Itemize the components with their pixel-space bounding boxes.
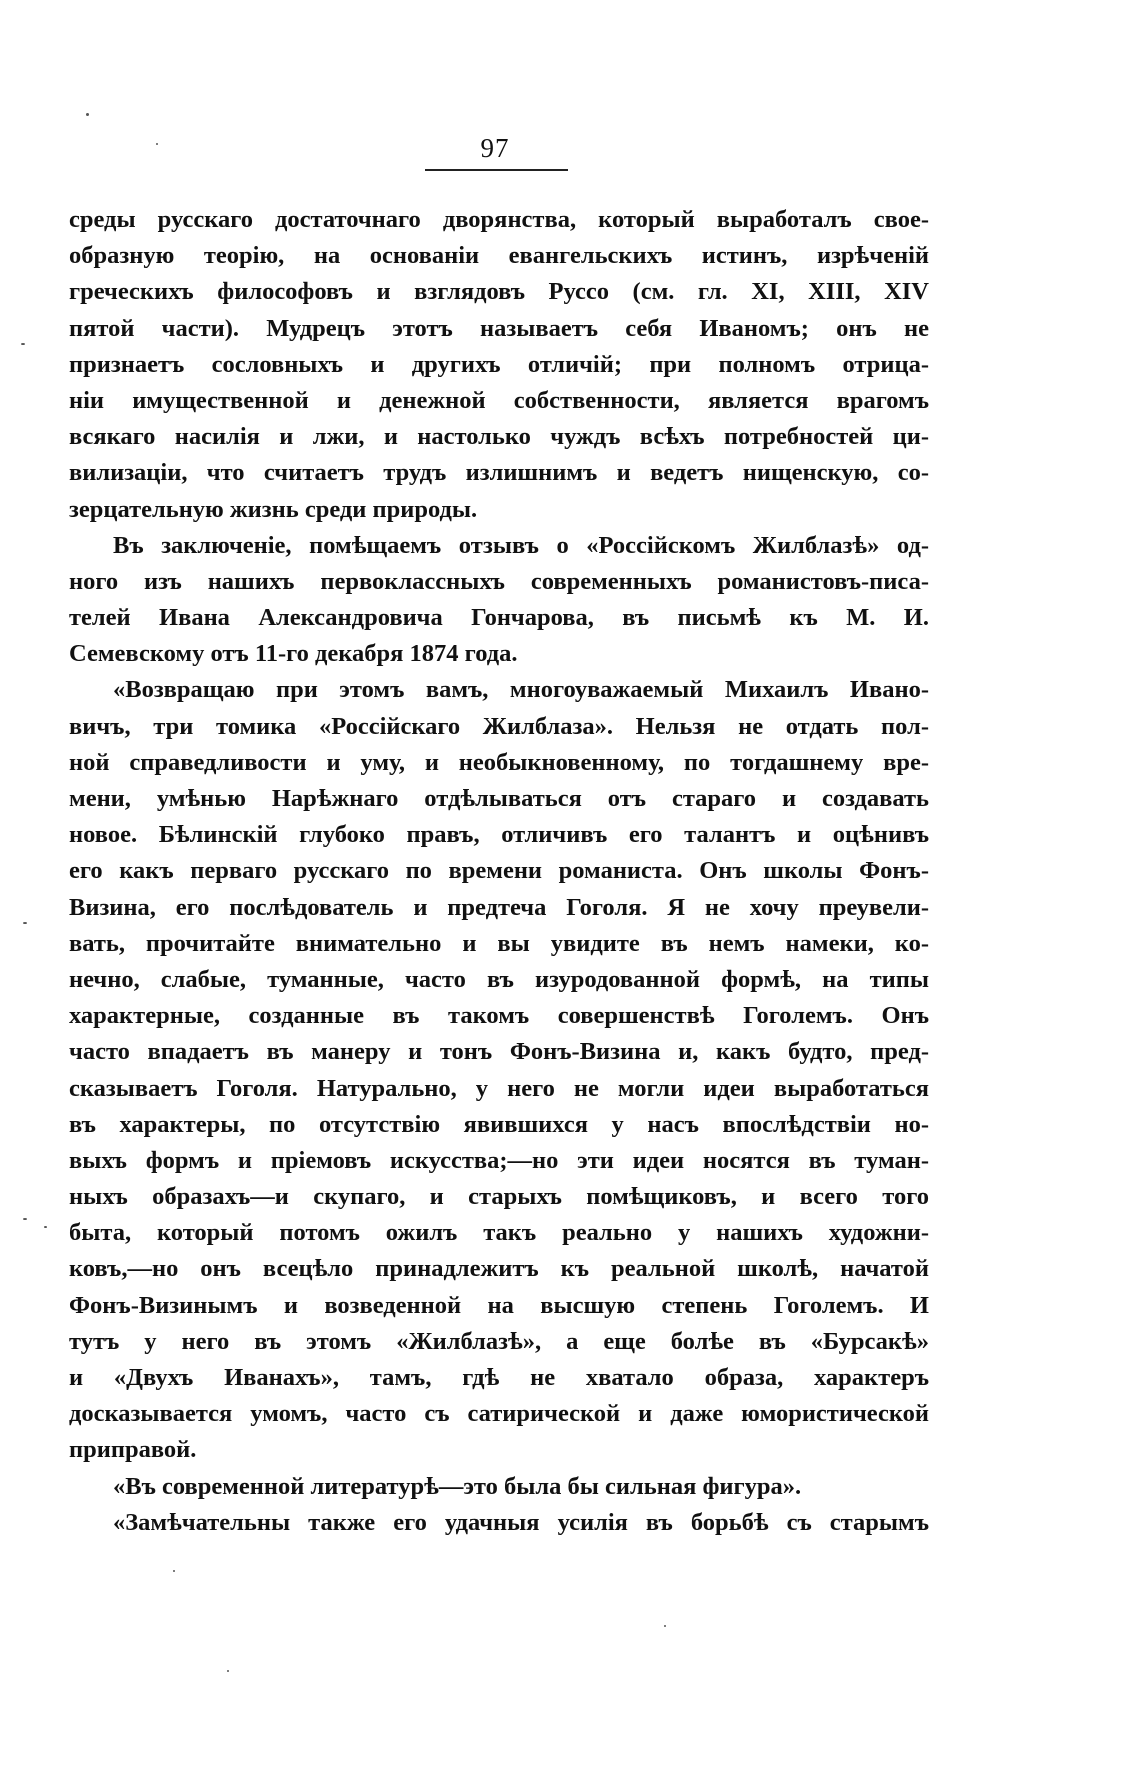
text-line: досказывается умомъ, часто съ сатирической и даже юмористической — [69, 1400, 929, 1428]
text-line: мени, умѣнью Нарѣжнаго отдѣлываться отъ стараго и создавать — [69, 785, 929, 812]
text-line: выхъ формъ и пріемовъ искусства;—но эти идеи носятся въ туман- — [69, 1146, 929, 1174]
scan-speck — [21, 343, 25, 345]
text-line: ніи имущественной и денежной собственности, является врагомъ — [69, 386, 929, 414]
scan-speck — [44, 1226, 47, 1228]
text-line: и «Двухъ Иванахъ», тамъ, гдѣ не хватало образа, характеръ — [69, 1364, 929, 1391]
text-line: «Возвращаю при этомъ вамъ, многоуважаемый Михаилъ Ивано- — [113, 676, 929, 704]
text-line: быта, который потомъ ожилъ такъ реально у нашихъ художни- — [69, 1219, 929, 1247]
text-line: образную теорію, на основаніи евангельскихъ истинъ, изрѣченій — [69, 242, 929, 270]
text-line: признаетъ сословныхъ и другихъ отличій; при полномъ отрица- — [69, 350, 929, 378]
text-line: его какъ перваго русскаго по времени романиста. Онъ школы Фонъ- — [69, 857, 929, 885]
text-line: греческихъ философовъ и взглядовъ Руссо (см. гл. XI, XIII, XIV — [69, 278, 929, 306]
text-line: вичъ, три томика «Россійскаго Жилблаза». Нельзя не отдать пол- — [69, 712, 929, 740]
text-line: нечно, слабые, туманные, часто въ изуродованной формѣ, на типы — [69, 965, 929, 993]
text-line: тутъ у него въ этомъ «Жилблазѣ», а еще болѣе въ «Бурсакѣ» — [69, 1327, 929, 1355]
text-line: приправой. — [69, 1436, 197, 1464]
text-line: ной справедливости и уму, и необыкновенному, по тогдашнему вре- — [69, 748, 929, 776]
text-line: ныхъ образахъ—и скупаго, и старыхъ помѣщиковъ, и всего того — [69, 1183, 929, 1211]
body-text — [69, 202, 929, 1541]
text-line: телей Ивана Александровича Гончарова, въ письмѣ къ М. И. — [69, 604, 929, 632]
scan-speck — [156, 143, 158, 145]
text-line: сказываетъ Гоголя. Натурально, у него не могли идеи выработаться — [69, 1074, 929, 1102]
text-line: въ характеры, по отсутствію явившихся у насъ впослѣдствіи но- — [69, 1110, 929, 1138]
text-line: Фонъ-Визинымъ и возведенной на высшую степень Гоголемъ. И — [69, 1291, 929, 1319]
text-line: всякаго насилія и лжи, и настолько чуждъ всѣхъ потребностей ци- — [69, 423, 929, 451]
text-line: часто впадаетъ въ манеру и тонъ Фонъ-Визина и, какъ будто, пред- — [69, 1038, 929, 1066]
text-line: ного изъ нашихъ первоклассныхъ современныхъ романистовъ-писа- — [69, 567, 929, 595]
text-line: Въ заключеніе, помѣщаемъ отзывъ о «Россійскомъ Жилблазѣ» од- — [113, 531, 929, 559]
text-line: Визина, его послѣдователь и предтеча Гоголя. Я не хочу преувели- — [69, 893, 929, 921]
scan-speck — [23, 1218, 27, 1220]
text-line: ковъ,—но онъ всецѣло принадлежитъ къ реальной школѣ, начатой — [69, 1255, 929, 1283]
scan-speck — [173, 1570, 175, 1572]
text-line: зерцательную жизнь среди природы. — [69, 495, 478, 523]
page-number-rule — [425, 169, 568, 171]
scan-speck — [227, 1670, 229, 1672]
scan-speck — [23, 922, 27, 924]
scan-speck — [86, 113, 89, 116]
text-line: среды русскаго достаточнаго дворянства, который выработалъ свое- — [69, 206, 929, 233]
text-line: «Замѣчательны также его удачныя усилія въ борьбѣ съ старымъ — [113, 1508, 929, 1536]
text-line: «Въ современной литературѣ—это была бы сильная фигура». — [113, 1472, 802, 1500]
text-line: вилизаціи, что считаетъ трудъ излишнимъ и ведетъ нищенскую, со- — [69, 459, 929, 487]
scan-speck — [664, 1625, 666, 1627]
text-line: Семевскому отъ 11-го декабря 1874 года. — [69, 640, 518, 668]
page-number: 97 — [480, 133, 510, 163]
text-line: пятой части). Мудрецъ этотъ называетъ себя Иваномъ; онъ не — [69, 314, 929, 342]
text-line: новое. Бѣлинскій глубоко правъ, отличивъ его талантъ и оцѣнивъ — [69, 821, 929, 849]
text-line: характерные, созданные въ такомъ совершенствѣ Гоголемъ. Онъ — [69, 1002, 929, 1030]
text-line: вать, прочитайте внимательно и вы увидите въ немъ намеки, ко- — [69, 929, 929, 957]
